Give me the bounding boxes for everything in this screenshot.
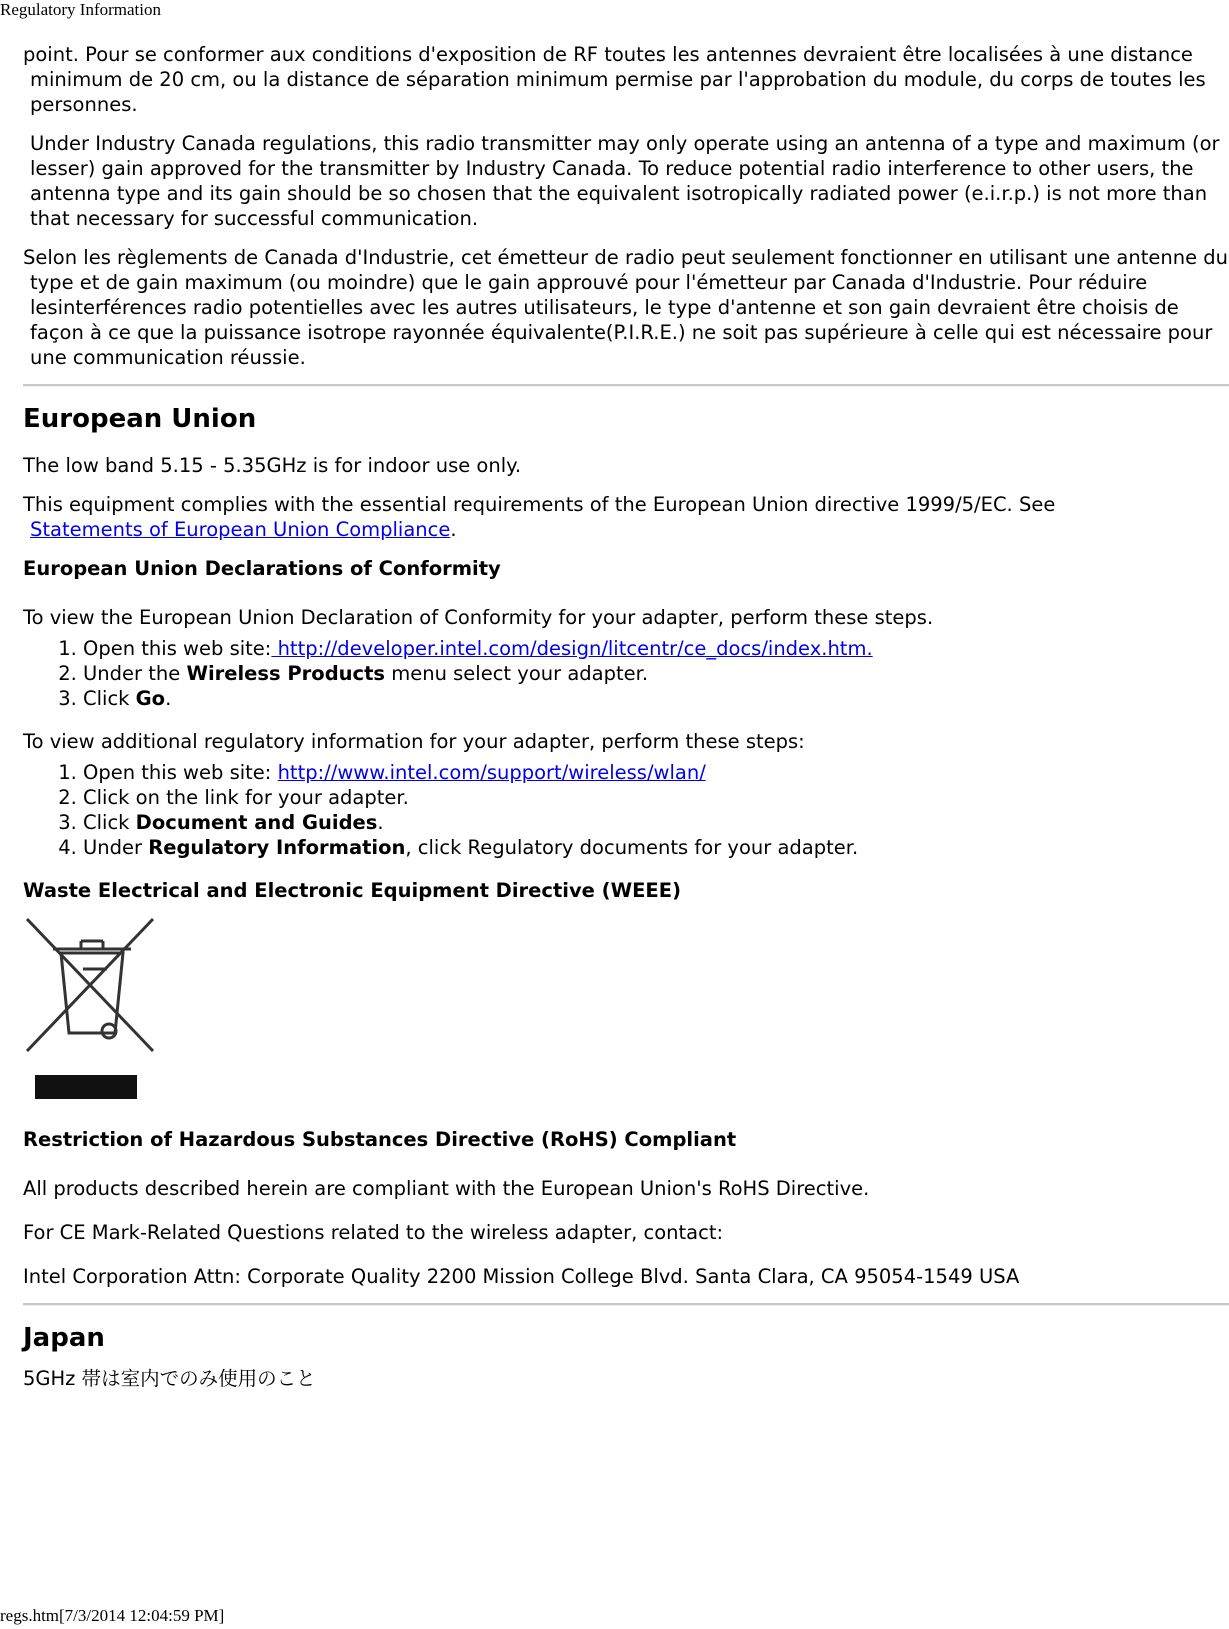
step-text: , click Regulatory documents for your adapter. (405, 836, 859, 859)
eu-compliance-period: . (450, 518, 457, 541)
eu-compliance-link[interactable]: Statements of European Union Compliance (30, 518, 451, 541)
eu-compliance-paragraph (23, 492, 1229, 542)
weee-crossed-bin-icon (23, 913, 161, 1103)
intel-ce-docs-link[interactable]: http://developer.intel.com/design/litcentr/ce_docs/index.htm. (271, 637, 873, 660)
eu-doc-steps (23, 636, 1229, 711)
running-footer: regs.htm[7/3/2014 12:04:59 PM] (0, 1606, 225, 1625)
step-text: Under (83, 836, 149, 859)
ce-questions: For CE Mark-Related Questions related to the wireless adapter, contact: (23, 1221, 724, 1244)
eu-heading: European Union (23, 404, 257, 434)
step-text: . (377, 811, 384, 834)
section-divider (23, 384, 1229, 387)
list-item: 2. Click on the link for your adapter. (83, 785, 1229, 810)
step-text: Open this web site: (83, 637, 272, 660)
rohs-heading: Restriction of Hazardous Substances Directive (RoHS) Compliant (23, 1128, 737, 1151)
go-label: Go (135, 687, 166, 710)
eu-additional-intro: To view additional regulatory information for your adapter, perform these steps: (23, 730, 805, 753)
document-body (23, 42, 1229, 1405)
weee-heading: Waste Electrical and Electronic Equipment Directive (WEEE) (23, 879, 681, 902)
section-divider (23, 1303, 1229, 1306)
canada-english-paragraph: Under Industry Canada regulations, this radio transmitter may only operate using an antenna of a type and maximum (or lesser) gain approved for the transmitter by Industry Canada. To reduce potential radio interference to other users, the antenna type and its gain should be so chosen that the equivalent isotropically radiated power (e.i.r.p.) is not more than that necessary for successful communication. (30, 132, 1220, 230)
step-text: . (165, 687, 172, 710)
eu-additional-steps (23, 760, 1229, 860)
step-text: Click (83, 687, 136, 710)
japan-heading: Japan (23, 1323, 105, 1353)
intel-wlan-support-link[interactable]: http://www.intel.com/support/wireless/wlan/ (277, 761, 706, 784)
list-item (83, 661, 1229, 686)
eu-low-band: The low band 5.15 - 5.35GHz is for indoor use only. (23, 454, 522, 477)
step-text: Under the (83, 662, 187, 685)
step-text: menu select your adapter. (385, 662, 649, 685)
canada-french-paragraph: Selon les règlements de Canada d'Industrie, cet émetteur de radio peut seulement fonctionner en utilisant une antenne du type et de gain maximum (ou moindre) que le gain approuvé pour l'émetteur par Canada d'Industrie. Pour réduire lesinterférences radio potentielles avec les autres utilisateurs, le type d'antenne et son gain devraient être choisis de façon à ce que la puissance isotrope rayonnée équivalente(P.I.R.E.) ne soit pas supérieure à celle qui est nécessaire pour une communication réussie. (23, 246, 1229, 369)
rohs-text: All products described herein are compliant with the European Union's RoHS Directive. (23, 1177, 870, 1200)
eu-doc-intro: To view the European Union Declaration of Conformity for your adapter, perform these steps. (23, 606, 934, 629)
canada-french-continued: point. Pour se conformer aux conditions d'exposition de RF toutes les antennes devraient être localisées à une distance minimum de 20 cm, ou la distance de séparation minimum permise par l'approbation du module, du corps de toutes les personnes. (23, 43, 1206, 116)
running-header: Regulatory Information (0, 0, 161, 19)
eu-compliance-text: This equipment complies with the essential requirements of the European Union directive 1999/5/EC. See (23, 493, 1056, 516)
document-and-guides-label: Document and Guides (135, 811, 378, 834)
eu-doc-heading: European Union Declarations of Conformity (23, 557, 501, 580)
step-text: Click (83, 811, 136, 834)
list-item (83, 760, 1229, 785)
wireless-products-label: Wireless Products (186, 662, 386, 685)
step-text: Open this web site: (83, 761, 278, 784)
list-item (83, 835, 1229, 860)
list-item (83, 686, 1229, 711)
japan-text: 5GHz 帯は室内でのみ使用のこと (23, 1367, 316, 1390)
list-item (83, 810, 1229, 835)
regulatory-information-label: Regulatory Information (148, 836, 406, 859)
list-item (83, 636, 1229, 661)
intel-address: Intel Corporation Attn: Corporate Quality 2200 Mission College Blvd. Santa Clara, CA 95054-1549 USA (23, 1265, 1020, 1288)
